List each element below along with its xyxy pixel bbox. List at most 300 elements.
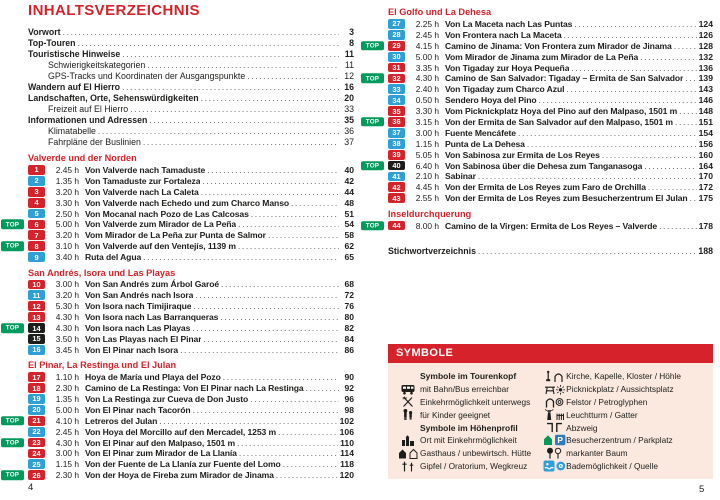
route-number-badge: 30 bbox=[388, 52, 405, 62]
route-page: 126 bbox=[698, 29, 713, 40]
route-page: 90 bbox=[344, 372, 354, 383]
top-tour-badge: TOP bbox=[1, 438, 24, 448]
route-row bbox=[28, 333, 354, 344]
dot-leader bbox=[237, 438, 338, 448]
symbol-legend-item bbox=[396, 396, 542, 409]
route-title: Von Frontera nach La Maceta bbox=[445, 29, 562, 40]
route-number-badge: 16 bbox=[28, 345, 45, 355]
page-number-right: 5 bbox=[699, 484, 705, 495]
route-duration: 4.45 h bbox=[415, 182, 439, 193]
route-row bbox=[388, 62, 713, 73]
route-number-badge: 19 bbox=[28, 394, 45, 404]
route-title: Von Isora nach Las Barranqueras bbox=[85, 312, 219, 323]
route-page: 40 bbox=[344, 164, 354, 175]
dot-leader bbox=[291, 198, 339, 208]
route-section bbox=[365, 7, 713, 204]
symbol-legend-label: Abzweig bbox=[566, 422, 598, 433]
intro-entry-label: Informationen und Adressen bbox=[28, 115, 148, 125]
section-title: Valverde und der Norden bbox=[28, 153, 137, 163]
route-duration: 4.30 h bbox=[55, 323, 79, 334]
route-title: Ruta del Agua bbox=[85, 252, 142, 263]
route-number-badge: 35 bbox=[388, 106, 405, 116]
section-title: El Pinar, La Restinga und El Julan bbox=[28, 360, 177, 371]
route-page: 156 bbox=[698, 138, 713, 149]
route-row bbox=[28, 426, 354, 437]
symbol-legend-label: Bademöglichkeit / Quelle bbox=[566, 461, 658, 471]
route-title: Letreros del Julan bbox=[85, 415, 158, 426]
route-page: 48 bbox=[344, 197, 354, 208]
dot-leader bbox=[276, 470, 338, 480]
route-page: 51 bbox=[344, 208, 354, 219]
route-number-badge: 42 bbox=[388, 182, 405, 192]
dot-leader bbox=[679, 106, 696, 116]
intro-list bbox=[28, 27, 354, 148]
dot-leader bbox=[192, 323, 339, 333]
route-number-badge: 43 bbox=[388, 193, 405, 203]
dot-leader bbox=[571, 63, 696, 73]
toc-page-right bbox=[365, 2, 713, 479]
route-page: 160 bbox=[698, 149, 713, 160]
dot-leader bbox=[648, 182, 697, 192]
symbol-legend-label: Picknickplatz / Aussichtsplatz bbox=[566, 384, 674, 395]
intro-entry-label: Wandern auf El Hierro bbox=[28, 82, 121, 92]
route-duration: 1.35 h bbox=[55, 393, 79, 404]
route-title: Von La Restinga zur Cueva de Don Justo bbox=[85, 393, 249, 404]
route-title: Von Valverde auf den Ventejís, 1139 m bbox=[85, 241, 236, 252]
route-title: Von Hoya del Morcillo auf den Mercadel, 1253 m bbox=[85, 426, 277, 437]
dot-leader bbox=[283, 459, 338, 469]
children-icon bbox=[396, 409, 420, 421]
route-duration: 2.25 h bbox=[415, 18, 439, 29]
dot-leader bbox=[278, 427, 338, 437]
route-page: 148 bbox=[698, 106, 713, 117]
dot-leader bbox=[238, 219, 339, 229]
dot-leader bbox=[674, 41, 697, 51]
symbols-legend-box bbox=[388, 344, 713, 479]
route-title: Von Tamaduste zur Fortaleza bbox=[85, 175, 201, 186]
intro-entry-page: 35 bbox=[344, 115, 354, 125]
route-page: 42 bbox=[344, 175, 354, 186]
dot-leader bbox=[685, 73, 696, 83]
dot-leader bbox=[180, 345, 339, 355]
route-duration: 3.20 h bbox=[55, 290, 79, 301]
dot-leader bbox=[202, 176, 339, 186]
dot-leader bbox=[63, 27, 339, 38]
top-tour-badge: TOP bbox=[361, 221, 384, 231]
route-title: Von Valverde nach Tamaduste bbox=[85, 164, 206, 175]
symbol-legend-item bbox=[396, 447, 542, 460]
dot-leader bbox=[159, 416, 337, 426]
route-page: 96 bbox=[344, 393, 354, 404]
intro-entry bbox=[28, 82, 354, 93]
route-duration: 2.45 h bbox=[415, 29, 439, 40]
dot-leader bbox=[201, 187, 339, 197]
route-number-badge: 10 bbox=[28, 280, 45, 290]
route-row bbox=[5, 323, 354, 334]
route-title: Vom Mirador de La Peña zur Punta de Salmor bbox=[85, 230, 266, 241]
route-duration: 3.00 h bbox=[55, 279, 79, 290]
route-number-badge: 4 bbox=[28, 198, 45, 208]
intro-entry bbox=[28, 104, 354, 115]
intro-entry bbox=[28, 60, 354, 71]
route-row bbox=[28, 459, 354, 470]
route-title: Von Las Playas nach El Pinar bbox=[85, 333, 202, 344]
route-page: 136 bbox=[698, 62, 713, 73]
route-number-badge: 13 bbox=[28, 312, 45, 322]
route-number-badge: 34 bbox=[388, 95, 405, 105]
route-row bbox=[28, 394, 354, 405]
route-page: 120 bbox=[339, 470, 354, 481]
intro-entry-label: Landschaften, Orte, Sehenswürdigkeiten bbox=[28, 93, 199, 103]
huts-icon bbox=[396, 448, 420, 459]
route-duration: 3.15 h bbox=[415, 116, 439, 127]
route-duration: 5.00 h bbox=[415, 51, 439, 62]
route-duration: 1.15 h bbox=[55, 459, 79, 470]
route-page: 72 bbox=[344, 290, 354, 301]
route-number-badge: 25 bbox=[28, 459, 45, 469]
intro-entry bbox=[28, 27, 354, 38]
top-tour-badge: TOP bbox=[1, 323, 24, 333]
route-page: 146 bbox=[698, 95, 713, 106]
route-row bbox=[388, 171, 713, 182]
section-title: Inseldurchquerung bbox=[388, 208, 472, 219]
route-section bbox=[5, 153, 354, 263]
intro-entry bbox=[28, 49, 354, 60]
route-number-badge: 29 bbox=[388, 41, 405, 51]
route-number-badge: 15 bbox=[28, 334, 45, 344]
route-title: Von der Ermita de Los Reyes zum Besucherzentrum El Julan bbox=[445, 193, 688, 204]
route-number-badge: 9 bbox=[28, 252, 45, 262]
route-row bbox=[365, 40, 713, 51]
route-row bbox=[28, 175, 354, 186]
route-title: Von San Andrés zum Árbol Garoé bbox=[85, 279, 220, 290]
route-number-badge: 32 bbox=[388, 74, 405, 84]
route-title: Camino de La Restinga: Von El Pinar nach La Restinga bbox=[85, 383, 304, 394]
symbol-legend-item bbox=[542, 408, 707, 421]
route-number-badge: 2 bbox=[28, 176, 45, 186]
route-row bbox=[388, 193, 713, 204]
route-row bbox=[28, 230, 354, 241]
intro-entry-page: 11 bbox=[344, 60, 354, 70]
route-duration: 4.30 h bbox=[55, 312, 79, 323]
lighthouse-gate-icon bbox=[542, 409, 566, 421]
route-number-badge: 8 bbox=[28, 241, 45, 251]
route-number-badge: 40 bbox=[388, 161, 405, 171]
route-number-badge: 12 bbox=[28, 301, 45, 311]
dot-leader bbox=[220, 312, 339, 322]
route-number-badge: 44 bbox=[388, 221, 405, 231]
route-duration: 5.00 h bbox=[55, 219, 79, 230]
route-row bbox=[28, 344, 354, 355]
dot-leader bbox=[149, 115, 339, 126]
top-tour-badge: TOP bbox=[1, 241, 24, 251]
route-number-badge: 31 bbox=[388, 63, 405, 73]
intro-entry bbox=[28, 137, 354, 148]
dot-leader bbox=[122, 82, 339, 93]
route-title: Punta de La Dehesa bbox=[445, 138, 525, 149]
route-section bbox=[365, 208, 713, 231]
route-number-badge: 26 bbox=[28, 470, 45, 480]
route-duration: 4.30 h bbox=[415, 73, 439, 84]
route-title: Von El Pinar auf den Malpaso, 1501 m bbox=[85, 437, 236, 448]
top-tour-badge: TOP bbox=[1, 416, 24, 426]
top-tour-badge: TOP bbox=[361, 161, 384, 171]
right-sections bbox=[365, 7, 713, 231]
route-duration: 3.00 h bbox=[55, 448, 79, 459]
route-duration: 3.20 h bbox=[55, 186, 79, 197]
route-page: 44 bbox=[344, 186, 354, 197]
route-title: Vom Picknickplatz Hoya del Pino auf den Malpaso, 1501 m bbox=[445, 106, 678, 117]
route-number-badge: 20 bbox=[28, 405, 45, 415]
top-tour-badge: TOP bbox=[361, 41, 384, 51]
route-duration: 5.30 h bbox=[55, 301, 79, 312]
route-number-badge: 39 bbox=[388, 150, 405, 160]
intro-entry-label: Fahrpläne der Buslinien bbox=[48, 137, 141, 147]
route-number-badge: 6 bbox=[28, 220, 45, 230]
route-title: Von der Ermita de San Salvador auf den Malpaso, 1501 m bbox=[445, 116, 673, 127]
route-duration: 4.10 h bbox=[55, 415, 79, 426]
dot-leader bbox=[640, 52, 697, 62]
route-row bbox=[388, 138, 713, 149]
route-page: 172 bbox=[698, 182, 713, 193]
route-row bbox=[5, 470, 354, 481]
route-number-badge: 28 bbox=[388, 30, 405, 40]
route-duration: 8.00 h bbox=[415, 220, 439, 231]
dot-leader bbox=[478, 246, 696, 257]
dot-leader bbox=[268, 230, 339, 240]
route-duration: 5.00 h bbox=[55, 404, 79, 415]
route-page: 86 bbox=[344, 344, 354, 355]
dot-leader bbox=[201, 93, 339, 104]
route-page: 82 bbox=[344, 323, 354, 334]
junction-icon bbox=[542, 422, 566, 433]
route-title: Von El Pinar nach Isora bbox=[85, 344, 179, 355]
route-title: Von Sabinosa über die Dehesa zum Tanganasoga bbox=[445, 160, 643, 171]
left-sections bbox=[5, 153, 354, 481]
route-row bbox=[28, 197, 354, 208]
route-title: Von Valverde nach La Caleta bbox=[85, 186, 199, 197]
intro-entry-label: Touristische Hinweise bbox=[28, 49, 121, 59]
route-row bbox=[388, 127, 713, 138]
symbol-legend-label: Kirche, Kapelle, Kloster / Höhle bbox=[566, 371, 681, 382]
route-number-badge: 33 bbox=[388, 84, 405, 94]
route-row bbox=[5, 241, 354, 252]
route-number-badge: 22 bbox=[28, 427, 45, 437]
route-row bbox=[5, 415, 354, 426]
dot-leader bbox=[690, 193, 697, 203]
route-row bbox=[388, 149, 713, 160]
page-title: INHALTSVERZEICHNIS bbox=[28, 2, 200, 19]
route-number-badge: 21 bbox=[28, 416, 45, 426]
intro-entry-page: 3 bbox=[349, 27, 354, 37]
intro-entry-page: 37 bbox=[344, 137, 354, 147]
dot-leader bbox=[78, 38, 339, 49]
dot-leader bbox=[147, 60, 339, 71]
route-page: 143 bbox=[698, 84, 713, 95]
route-number-badge: 18 bbox=[28, 383, 45, 393]
intro-entry-page: 16 bbox=[344, 82, 354, 92]
route-title: Von der Ermita de Los Reyes zum Faro de Orchilla bbox=[445, 182, 646, 193]
route-page: 80 bbox=[344, 312, 354, 323]
route-page: 110 bbox=[340, 437, 354, 448]
route-duration: 5.05 h bbox=[415, 149, 439, 160]
dot-leader bbox=[98, 126, 339, 137]
route-page: 154 bbox=[698, 127, 713, 138]
route-duration: 3.30 h bbox=[415, 106, 439, 117]
symbol-legend-item bbox=[396, 408, 542, 421]
route-page: 132 bbox=[698, 51, 713, 62]
route-section bbox=[5, 267, 354, 356]
route-number-badge: 24 bbox=[28, 449, 45, 459]
dot-leader bbox=[564, 30, 697, 40]
dot-leader bbox=[143, 252, 339, 262]
symbol-legend-label: Besucherzentrum / Parkplatz bbox=[566, 435, 673, 446]
route-number-badge: 7 bbox=[28, 230, 45, 240]
tree-icon bbox=[542, 447, 566, 459]
route-duration: 1.35 h bbox=[55, 175, 79, 186]
dot-leader bbox=[221, 279, 339, 289]
route-duration: 3.30 h bbox=[55, 197, 79, 208]
route-title: Von Isora nach Timijiraque bbox=[85, 301, 192, 312]
route-row bbox=[365, 116, 713, 128]
dot-leader bbox=[193, 301, 339, 311]
bus-icon bbox=[396, 384, 420, 395]
route-row bbox=[28, 312, 354, 323]
route-duration: 3.50 h bbox=[55, 333, 79, 344]
cutlery-icon bbox=[396, 396, 420, 408]
route-duration: 3.20 h bbox=[55, 230, 79, 241]
route-duration: 4.30 h bbox=[55, 437, 79, 448]
route-row bbox=[365, 220, 713, 231]
dot-leader bbox=[247, 71, 339, 82]
dot-leader bbox=[574, 19, 696, 29]
section-title: San Andrés, Isora und Las Playas bbox=[28, 267, 176, 278]
dot-leader bbox=[518, 128, 697, 138]
route-title: Von La Maceta nach Las Puntas bbox=[445, 18, 573, 29]
dot-leader bbox=[602, 150, 697, 160]
route-row bbox=[388, 106, 713, 117]
route-row bbox=[28, 290, 354, 301]
intro-entry-page: 33 bbox=[344, 104, 354, 114]
dot-leader bbox=[659, 221, 697, 231]
intro-entry-page: 20 bbox=[344, 93, 354, 103]
symbol-legend-label: Gasthaus / unbewirtsch. Hütte bbox=[420, 448, 532, 459]
route-duration: 2.55 h bbox=[415, 193, 439, 204]
route-duration: 6.40 h bbox=[415, 160, 439, 171]
symbol-legend-label: markanter Baum bbox=[566, 448, 628, 459]
dot-leader bbox=[566, 84, 696, 94]
route-title: Von der Fuente de La Llanía zur Fuente del Lomo bbox=[85, 459, 281, 470]
symbol-legend-item bbox=[542, 396, 707, 409]
intro-entry-page: 12 bbox=[344, 71, 354, 81]
route-row bbox=[28, 186, 354, 197]
symbols-column bbox=[396, 370, 542, 472]
route-number-badge: 38 bbox=[388, 139, 405, 149]
route-page: 178 bbox=[698, 220, 713, 231]
intro-entry bbox=[28, 115, 354, 126]
route-page: 151 bbox=[698, 116, 713, 127]
symbol-legend-item bbox=[396, 383, 542, 396]
route-number-badge: 14 bbox=[28, 323, 45, 333]
intro-entry bbox=[28, 38, 354, 49]
route-title: Camino de la Virgen: Ermita de Los Reyes – Valverde bbox=[445, 220, 658, 231]
symbols-body bbox=[388, 363, 713, 479]
dot-leader bbox=[203, 334, 339, 344]
dot-leader bbox=[143, 137, 339, 148]
route-number-badge: 1 bbox=[28, 165, 45, 175]
route-row bbox=[388, 182, 713, 193]
route-row bbox=[388, 29, 713, 40]
symbol-legend-label: mit Bahn/Bus erreichbar bbox=[420, 384, 510, 395]
route-page: 106 bbox=[339, 426, 354, 437]
route-duration: 1.15 h bbox=[415, 138, 439, 149]
intro-entry-label: Schwierigkeitskategorien bbox=[48, 60, 146, 70]
symbol-legend-item bbox=[542, 370, 707, 383]
route-number-badge: 41 bbox=[388, 172, 405, 182]
route-row bbox=[388, 95, 713, 106]
symbols-column bbox=[542, 370, 707, 472]
route-duration: 2.45 h bbox=[55, 426, 79, 437]
symbols-subheader: Symbole im Höhenprofil bbox=[420, 422, 518, 433]
dot-leader bbox=[207, 165, 339, 175]
route-title: Von Tigaday zum Charco Azul bbox=[445, 84, 565, 95]
picnic-viewpoint-icon bbox=[542, 384, 566, 395]
route-row bbox=[28, 372, 354, 383]
symbol-legend-item bbox=[542, 447, 707, 460]
route-duration: 3.10 h bbox=[55, 241, 79, 252]
intro-entry-label: Freizeit auf El Hierro bbox=[48, 104, 129, 114]
intro-entry-label: Vorwort bbox=[28, 27, 61, 37]
route-page: 118 bbox=[340, 459, 354, 470]
route-title: Von Mocanal nach Pozo de Las Calcosas bbox=[85, 208, 249, 219]
dot-leader bbox=[539, 95, 697, 105]
symbol-legend-label: Gipfel / Oratorium, Wegkreuz bbox=[420, 461, 528, 471]
route-row bbox=[388, 51, 713, 62]
route-row bbox=[388, 84, 713, 95]
intro-entry bbox=[28, 71, 354, 82]
route-page: 102 bbox=[339, 415, 354, 426]
dot-leader bbox=[122, 49, 339, 60]
route-page: 58 bbox=[344, 230, 354, 241]
route-duration: 3.35 h bbox=[415, 62, 439, 73]
route-title: Sabinar bbox=[445, 171, 476, 182]
route-row bbox=[388, 19, 713, 30]
top-tour-badge: TOP bbox=[1, 470, 24, 480]
route-page: 92 bbox=[344, 383, 354, 394]
dot-leader bbox=[644, 161, 696, 171]
route-page: 114 bbox=[340, 448, 354, 459]
church-cave-icon bbox=[542, 370, 566, 382]
index-entry bbox=[388, 246, 713, 257]
route-title: Fuente Mencáfete bbox=[445, 127, 516, 138]
dot-leader bbox=[130, 104, 339, 115]
route-duration: 4.15 h bbox=[415, 40, 439, 51]
section-title: El Golfo und La Dehesa bbox=[388, 7, 492, 17]
dot-leader bbox=[675, 117, 697, 127]
rockarch-petroglyph-icon bbox=[542, 396, 566, 408]
symbol-legend-item bbox=[542, 383, 707, 396]
dot-leader bbox=[527, 139, 697, 149]
dot-leader bbox=[478, 171, 697, 181]
route-row bbox=[28, 301, 354, 312]
intro-entry bbox=[28, 93, 354, 104]
symbols-box-title: SYMBOLE bbox=[388, 344, 713, 363]
route-page: 164 bbox=[698, 160, 713, 171]
route-page: 124 bbox=[698, 18, 713, 29]
route-number-badge: 37 bbox=[388, 128, 405, 138]
top-tour-badge: TOP bbox=[361, 117, 384, 127]
route-title: Sendero Hoya del Pino bbox=[445, 95, 537, 106]
